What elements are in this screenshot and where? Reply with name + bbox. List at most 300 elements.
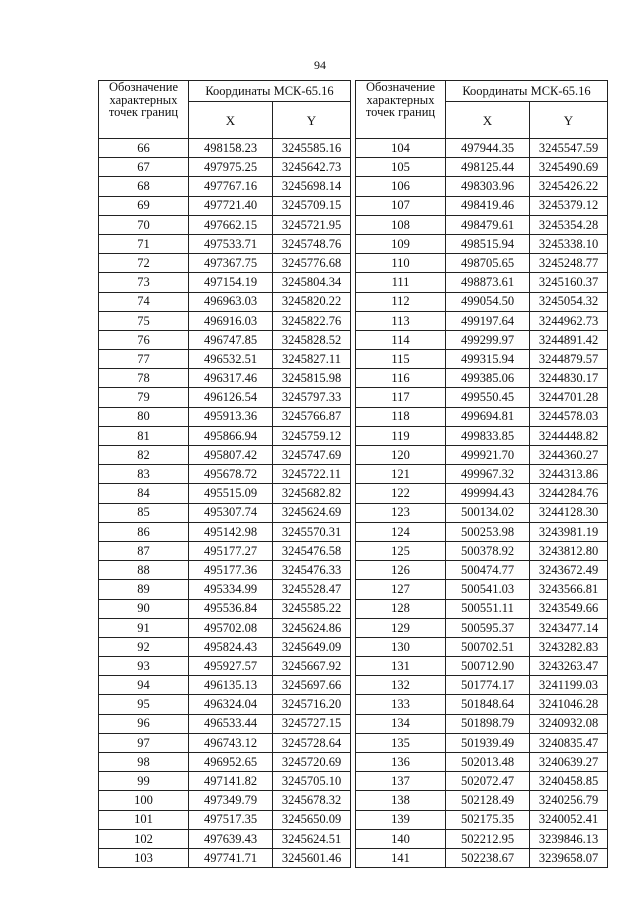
y-coordinate: 3245570.31: [273, 522, 351, 541]
y-coordinate: 3240932.08: [530, 714, 608, 733]
y-coordinate: 3244891.42: [530, 330, 608, 349]
point-number: 131: [356, 657, 446, 676]
x-coordinate: 498303.96: [446, 177, 530, 196]
x-coordinate: 496533.44: [189, 714, 273, 733]
y-coordinate: 3245716.20: [273, 695, 351, 714]
y-coordinate: 3245649.09: [273, 637, 351, 656]
point-number: 115: [356, 350, 446, 369]
table-row: [356, 580, 608, 599]
x-coordinate: 498479.61: [446, 215, 530, 234]
y-coordinate: 3244128.30: [530, 503, 608, 522]
x-coordinate: 500474.77: [446, 561, 530, 580]
y-coordinate: 3245748.76: [273, 234, 351, 253]
x-coordinate: 499197.64: [446, 311, 530, 330]
y-coordinate: 3240835.47: [530, 733, 608, 752]
x-coordinate: 495927.57: [189, 657, 273, 676]
point-number: 75: [99, 311, 189, 330]
point-number: 141: [356, 848, 446, 867]
x-coordinate: 497517.35: [189, 810, 273, 829]
point-number: 127: [356, 580, 446, 599]
point-number: 136: [356, 753, 446, 772]
y-coordinate: 3245490.69: [530, 158, 608, 177]
table-row: [99, 599, 351, 618]
point-number: 118: [356, 407, 446, 426]
table-row: [356, 388, 608, 407]
table-row: [99, 848, 351, 867]
table-row: [356, 810, 608, 829]
y-coordinate: 3244879.57: [530, 350, 608, 369]
point-number: 88: [99, 561, 189, 580]
table-row: [356, 254, 608, 273]
y-coordinate: 3245476.33: [273, 561, 351, 580]
x-coordinate: 499921.70: [446, 446, 530, 465]
point-number: 104: [356, 139, 446, 158]
x-coordinate: 499967.32: [446, 465, 530, 484]
table-row: [356, 657, 608, 676]
table-row: [99, 484, 351, 503]
y-coordinate: 3244701.28: [530, 388, 608, 407]
table-row: [356, 695, 608, 714]
table-row: [356, 599, 608, 618]
point-number: 116: [356, 369, 446, 388]
coordinates-table-left: [98, 80, 351, 868]
table-row: [99, 733, 351, 752]
point-number: 133: [356, 695, 446, 714]
y-coordinate: 3245426.22: [530, 177, 608, 196]
y-coordinate: 3245815.98: [273, 369, 351, 388]
point-number: 129: [356, 618, 446, 637]
table-row: [99, 676, 351, 695]
table-row: [99, 158, 351, 177]
point-number: 119: [356, 426, 446, 445]
y-coordinate: 3245747.69: [273, 446, 351, 465]
point-number: 95: [99, 695, 189, 714]
table-row: [99, 503, 351, 522]
table-row: [356, 733, 608, 752]
x-coordinate: 497944.35: [446, 139, 530, 158]
y-coordinate: 3243566.81: [530, 580, 608, 599]
point-number: 113: [356, 311, 446, 330]
point-number: 68: [99, 177, 189, 196]
point-number: 140: [356, 829, 446, 848]
x-coordinate: 496916.03: [189, 311, 273, 330]
x-coordinate: 495142.98: [189, 522, 273, 541]
point-number: 130: [356, 637, 446, 656]
point-number: 125: [356, 541, 446, 560]
y-coordinate: 3243981.19: [530, 522, 608, 541]
x-coordinate: 497154.19: [189, 273, 273, 292]
table-row: [356, 714, 608, 733]
y-coordinate: 3241046.28: [530, 695, 608, 714]
y-coordinate: 3245682.82: [273, 484, 351, 503]
point-number: 132: [356, 676, 446, 695]
table-row: [356, 503, 608, 522]
point-number: 84: [99, 484, 189, 503]
point-number: 122: [356, 484, 446, 503]
x-coordinate: 495177.36: [189, 561, 273, 580]
x-coordinate: 502212.95: [446, 829, 530, 848]
table-row: [356, 829, 608, 848]
table-row: [356, 158, 608, 177]
table-row: [99, 311, 351, 330]
x-column-header: X: [446, 102, 530, 139]
table-row: [356, 215, 608, 234]
point-label-header: Обозначение характерных точек границ: [356, 81, 446, 139]
table-row: [356, 311, 608, 330]
point-number: 73: [99, 273, 189, 292]
y-coordinate: 3241199.03: [530, 676, 608, 695]
x-coordinate: 498419.46: [446, 196, 530, 215]
point-number: 97: [99, 733, 189, 752]
table-row: [356, 234, 608, 253]
x-coordinate: 499694.81: [446, 407, 530, 426]
x-coordinate: 496952.65: [189, 753, 273, 772]
x-coordinate: 496317.46: [189, 369, 273, 388]
x-coordinate: 501848.64: [446, 695, 530, 714]
x-coordinate: 499833.85: [446, 426, 530, 445]
table-row: [356, 330, 608, 349]
x-coordinate: 498705.65: [446, 254, 530, 273]
table-row: [356, 676, 608, 695]
table-row: [99, 810, 351, 829]
point-number: 99: [99, 772, 189, 791]
y-coordinate: 3243812.80: [530, 541, 608, 560]
point-number: 83: [99, 465, 189, 484]
point-number: 79: [99, 388, 189, 407]
table-row: [99, 637, 351, 656]
x-coordinate: 502175.35: [446, 810, 530, 829]
x-coordinate: 497741.71: [189, 848, 273, 867]
table-row: [99, 714, 351, 733]
y-coordinate: 3245759.12: [273, 426, 351, 445]
point-number: 74: [99, 292, 189, 311]
point-number: 91: [99, 618, 189, 637]
y-coordinate: 3243282.83: [530, 637, 608, 656]
x-coordinate: 495913.36: [189, 407, 273, 426]
table-row: [99, 695, 351, 714]
x-coordinate: 498515.94: [446, 234, 530, 253]
y-coordinate: 3245697.66: [273, 676, 351, 695]
y-coordinate: 3245709.15: [273, 196, 351, 215]
y-coordinate: 3240052.41: [530, 810, 608, 829]
table-row: [99, 791, 351, 810]
point-number: 100: [99, 791, 189, 810]
y-coordinate: 3244830.17: [530, 369, 608, 388]
table-row: [356, 273, 608, 292]
coordinate-tables: [98, 80, 608, 868]
y-coordinate: 3244578.03: [530, 407, 608, 426]
point-number: 139: [356, 810, 446, 829]
point-number: 106: [356, 177, 446, 196]
table-row: [356, 561, 608, 580]
page-number: 94: [314, 58, 326, 72]
point-number: 114: [356, 330, 446, 349]
table-row: [356, 196, 608, 215]
table-row: [99, 254, 351, 273]
x-coordinate: 500595.37: [446, 618, 530, 637]
x-coordinate: 497533.71: [189, 234, 273, 253]
y-coordinate: 3245338.10: [530, 234, 608, 253]
x-coordinate: 495807.42: [189, 446, 273, 465]
y-coordinate: 3245379.12: [530, 196, 608, 215]
y-coordinate: 3239658.07: [530, 848, 608, 867]
y-coordinate: 3245624.69: [273, 503, 351, 522]
y-coordinate: 3245476.58: [273, 541, 351, 560]
x-coordinate: 495307.74: [189, 503, 273, 522]
x-coordinate: 502013.48: [446, 753, 530, 772]
point-number: 80: [99, 407, 189, 426]
y-coordinate: 3245698.14: [273, 177, 351, 196]
y-coordinate: 3245642.73: [273, 158, 351, 177]
y-coordinate: 3245722.11: [273, 465, 351, 484]
y-coordinate: 3243549.66: [530, 599, 608, 618]
table-row: [356, 177, 608, 196]
table-row: [356, 446, 608, 465]
point-number: 137: [356, 772, 446, 791]
table-row: [356, 791, 608, 810]
x-coordinate: 496747.85: [189, 330, 273, 349]
table-row: [99, 292, 351, 311]
x-coordinate: 498158.23: [189, 139, 273, 158]
point-number: 77: [99, 350, 189, 369]
point-number: 92: [99, 637, 189, 656]
point-number: 76: [99, 330, 189, 349]
point-number: 94: [99, 676, 189, 695]
y-coordinate: 3240639.27: [530, 753, 608, 772]
y-coordinate: 3243263.47: [530, 657, 608, 676]
point-number: 86: [99, 522, 189, 541]
table-row: [356, 139, 608, 158]
table-row: [99, 330, 351, 349]
table-row: [356, 618, 608, 637]
y-coordinate: 3245585.22: [273, 599, 351, 618]
y-coordinate: 3245667.92: [273, 657, 351, 676]
table-row: [356, 426, 608, 445]
point-number: 78: [99, 369, 189, 388]
x-coordinate: 498125.44: [446, 158, 530, 177]
x-coordinate: 496126.54: [189, 388, 273, 407]
table-row: [99, 177, 351, 196]
y-coordinate: 3245624.51: [273, 829, 351, 848]
x-coordinate: 500702.51: [446, 637, 530, 656]
x-coordinate: 497349.79: [189, 791, 273, 810]
x-coordinate: 499994.43: [446, 484, 530, 503]
y-coordinate: 3244962.73: [530, 311, 608, 330]
point-number: 112: [356, 292, 446, 311]
y-coordinate: 3244360.27: [530, 446, 608, 465]
table-row: [356, 407, 608, 426]
table-row: [356, 292, 608, 311]
y-coordinate: 3244313.86: [530, 465, 608, 484]
point-number: 82: [99, 446, 189, 465]
table-row: [99, 234, 351, 253]
y-coordinate: 3245728.64: [273, 733, 351, 752]
point-number: 98: [99, 753, 189, 772]
x-coordinate: 496324.04: [189, 695, 273, 714]
point-number: 89: [99, 580, 189, 599]
point-number: 109: [356, 234, 446, 253]
x-coordinate: 496963.03: [189, 292, 273, 311]
point-number: 117: [356, 388, 446, 407]
x-coordinate: 500541.03: [446, 580, 530, 599]
y-coordinate: 3245248.77: [530, 254, 608, 273]
point-number: 85: [99, 503, 189, 522]
y-coordinate: 3245827.11: [273, 350, 351, 369]
table-row: [99, 407, 351, 426]
point-number: 128: [356, 599, 446, 618]
table-row: [99, 753, 351, 772]
table-row: [99, 522, 351, 541]
y-coordinate: 3245678.32: [273, 791, 351, 810]
table-row: [99, 196, 351, 215]
y-coordinate: 3243477.14: [530, 618, 608, 637]
x-coordinate: 500551.11: [446, 599, 530, 618]
table-row: [99, 541, 351, 560]
table-row: [99, 829, 351, 848]
table-row: [356, 637, 608, 656]
y-coordinate: 3245705.10: [273, 772, 351, 791]
coordinates-group-header: Координаты МСК-65.16: [189, 81, 351, 102]
x-coordinate: 499550.45: [446, 388, 530, 407]
table-row: [99, 215, 351, 234]
point-number: 81: [99, 426, 189, 445]
x-coordinate: 496532.51: [189, 350, 273, 369]
y-coordinate: 3239846.13: [530, 829, 608, 848]
point-number: 66: [99, 139, 189, 158]
table-row: [356, 484, 608, 503]
y-coordinate: 3245354.28: [530, 215, 608, 234]
y-coordinate: 3240256.79: [530, 791, 608, 810]
point-number: 90: [99, 599, 189, 618]
point-number: 102: [99, 829, 189, 848]
x-coordinate: 495177.27: [189, 541, 273, 560]
x-coordinate: 495678.72: [189, 465, 273, 484]
point-number: 120: [356, 446, 446, 465]
y-coordinate: 3244284.76: [530, 484, 608, 503]
y-coordinate: 3245797.33: [273, 388, 351, 407]
table-row: [356, 772, 608, 791]
x-coordinate: 495334.99: [189, 580, 273, 599]
x-coordinate: 495536.84: [189, 599, 273, 618]
x-coordinate: 501939.49: [446, 733, 530, 752]
point-number: 124: [356, 522, 446, 541]
point-number: 72: [99, 254, 189, 273]
x-coordinate: 497639.43: [189, 829, 273, 848]
y-coordinate: 3245720.69: [273, 753, 351, 772]
x-coordinate: 497975.25: [189, 158, 273, 177]
point-number: 93: [99, 657, 189, 676]
x-coordinate: 500134.02: [446, 503, 530, 522]
table-row: [356, 369, 608, 388]
table-row: [99, 369, 351, 388]
x-coordinate: 495702.08: [189, 618, 273, 637]
x-coordinate: 502128.49: [446, 791, 530, 810]
table-row: [356, 350, 608, 369]
point-number: 71: [99, 234, 189, 253]
point-label-header: Обозначение характерных точек границ: [99, 81, 189, 139]
x-coordinate: 497721.40: [189, 196, 273, 215]
point-number: 70: [99, 215, 189, 234]
x-coordinate: 496743.12: [189, 733, 273, 752]
y-coordinate: 3245624.86: [273, 618, 351, 637]
point-number: 135: [356, 733, 446, 752]
x-coordinate: 500253.98: [446, 522, 530, 541]
x-coordinate: 501898.79: [446, 714, 530, 733]
y-column-header: Y: [530, 102, 608, 139]
x-coordinate: 499385.06: [446, 369, 530, 388]
x-coordinate: 495824.43: [189, 637, 273, 656]
point-number: 121: [356, 465, 446, 484]
x-coordinate: 496135.13: [189, 676, 273, 695]
y-coordinate: 3245804.34: [273, 273, 351, 292]
point-number: 96: [99, 714, 189, 733]
x-coordinate: 497662.15: [189, 215, 273, 234]
point-number: 103: [99, 848, 189, 867]
table-row: [99, 465, 351, 484]
table-row: [356, 848, 608, 867]
x-coordinate: 497367.75: [189, 254, 273, 273]
table-row: [99, 273, 351, 292]
table-row: [99, 772, 351, 791]
point-number: 105: [356, 158, 446, 177]
table-row: [356, 522, 608, 541]
point-number: 126: [356, 561, 446, 580]
table-row: [356, 541, 608, 560]
y-coordinate: 3245054.32: [530, 292, 608, 311]
point-number: 110: [356, 254, 446, 273]
point-number: 101: [99, 810, 189, 829]
table-row: [99, 388, 351, 407]
point-number: 69: [99, 196, 189, 215]
x-coordinate: 497141.82: [189, 772, 273, 791]
x-coordinate: 502238.67: [446, 848, 530, 867]
point-number: 138: [356, 791, 446, 810]
x-coordinate: 495866.94: [189, 426, 273, 445]
table-row: [99, 580, 351, 599]
point-number: 111: [356, 273, 446, 292]
x-coordinate: 499054.50: [446, 292, 530, 311]
x-coordinate: 502072.47: [446, 772, 530, 791]
point-number: 107: [356, 196, 446, 215]
point-number: 108: [356, 215, 446, 234]
y-coordinate: 3245828.52: [273, 330, 351, 349]
y-coordinate: 3245585.16: [273, 139, 351, 158]
y-coordinate: 3245776.68: [273, 254, 351, 273]
table-row: [356, 465, 608, 484]
point-number: 123: [356, 503, 446, 522]
y-coordinate: 3245528.47: [273, 580, 351, 599]
y-coordinate: 3245601.46: [273, 848, 351, 867]
y-coordinate: 3245766.87: [273, 407, 351, 426]
x-column-header: X: [189, 102, 273, 139]
x-coordinate: 499315.94: [446, 350, 530, 369]
table-row: [356, 753, 608, 772]
x-coordinate: 499299.97: [446, 330, 530, 349]
table-row: [99, 657, 351, 676]
table-row: [99, 139, 351, 158]
x-coordinate: 501774.17: [446, 676, 530, 695]
y-coordinate: 3245160.37: [530, 273, 608, 292]
y-column-header: Y: [273, 102, 351, 139]
x-coordinate: 500712.90: [446, 657, 530, 676]
table-row: [99, 618, 351, 637]
y-coordinate: 3240458.85: [530, 772, 608, 791]
coordinates-table-right: [355, 80, 608, 868]
y-coordinate: 3245822.76: [273, 311, 351, 330]
y-coordinate: 3244448.82: [530, 426, 608, 445]
x-coordinate: 497767.16: [189, 177, 273, 196]
x-coordinate: 498873.61: [446, 273, 530, 292]
